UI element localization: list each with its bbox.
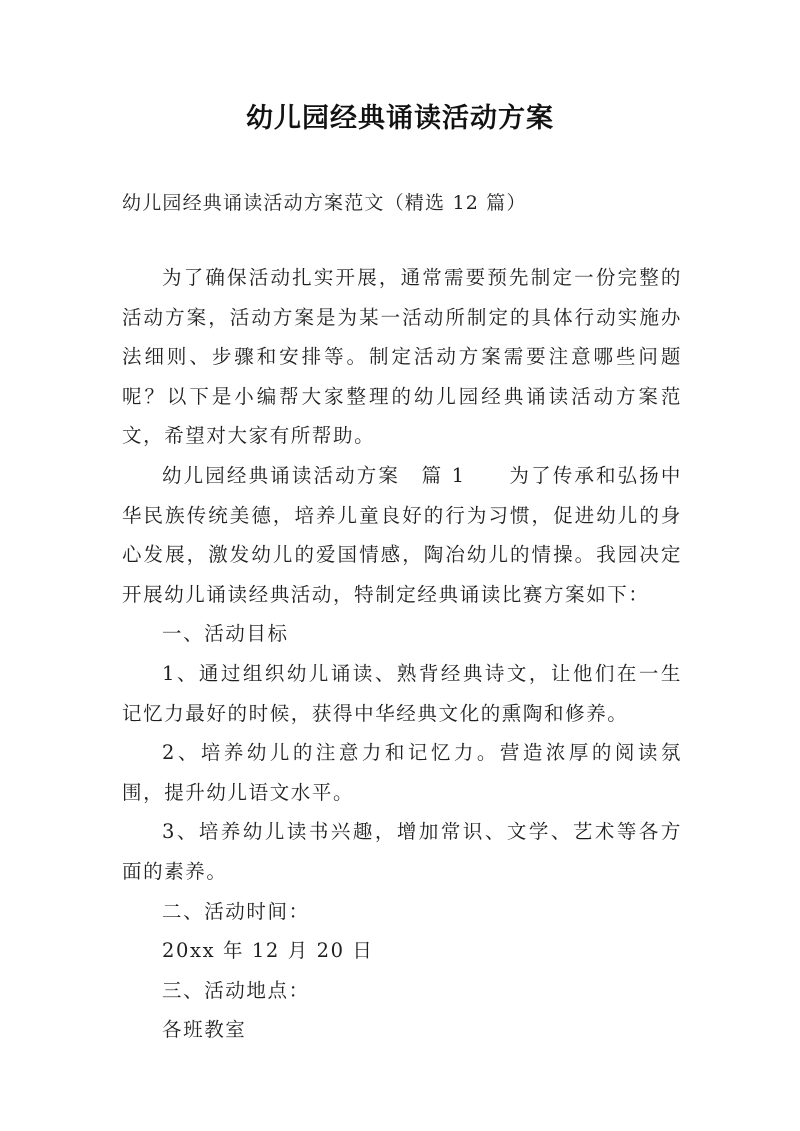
plan-1-paragraph: 幼儿园经典诵读活动方案 篇 1 为了传承和弘扬中华民族传统美德，培养儿童良好的行为习惯，促进幼儿的身心发展，激发幼儿的爱国情感，陶冶幼儿的情操。我园决定开展幼儿诵读经典活动，特制定经典诵读比赛方案如下：: [122, 463, 682, 606]
goal-item-1: 1、通过组织幼儿诵读、熟背经典诗文，让他们在一生记忆力最好的时候，获得中华经典文化的熏陶和修养。: [122, 661, 682, 725]
document-title: 幼儿园经典诵读活动方案: [246, 103, 554, 134]
goal-item-2: 2、培养幼儿的注意力和记忆力。营造浓厚的阅读氛围，提升幼儿语文水平。: [122, 741, 682, 804]
intro-paragraph: 为了确保活动扎实开展，通常需要预先制定一份完整的活动方案，活动方案是为某一活动所制定的具体行动实施办法细则、步骤和安排等。制定活动方案需要注意哪些问题呢？以下是小编帮大家整理的幼儿园经典诵读活动方案范文，希望对大家有所帮助。: [122, 266, 682, 448]
section-heading-time: 二、活动时间：: [162, 899, 310, 923]
document-subtitle: 幼儿园经典诵读活动方案范文（精选 12 篇）: [122, 192, 527, 214]
activity-date: 20xx 年 12 月 20 日: [162, 939, 374, 963]
activity-location: 各班教室: [162, 1018, 247, 1042]
document-body: [122, 258, 682, 1050]
section-heading-goals: 一、活动目标: [162, 622, 289, 646]
section-heading-location: 三、活动地点：: [162, 978, 310, 1002]
goal-item-3: 3、培养幼儿读书兴趣，增加常识、文学、艺术等各方面的素养。: [122, 820, 682, 883]
